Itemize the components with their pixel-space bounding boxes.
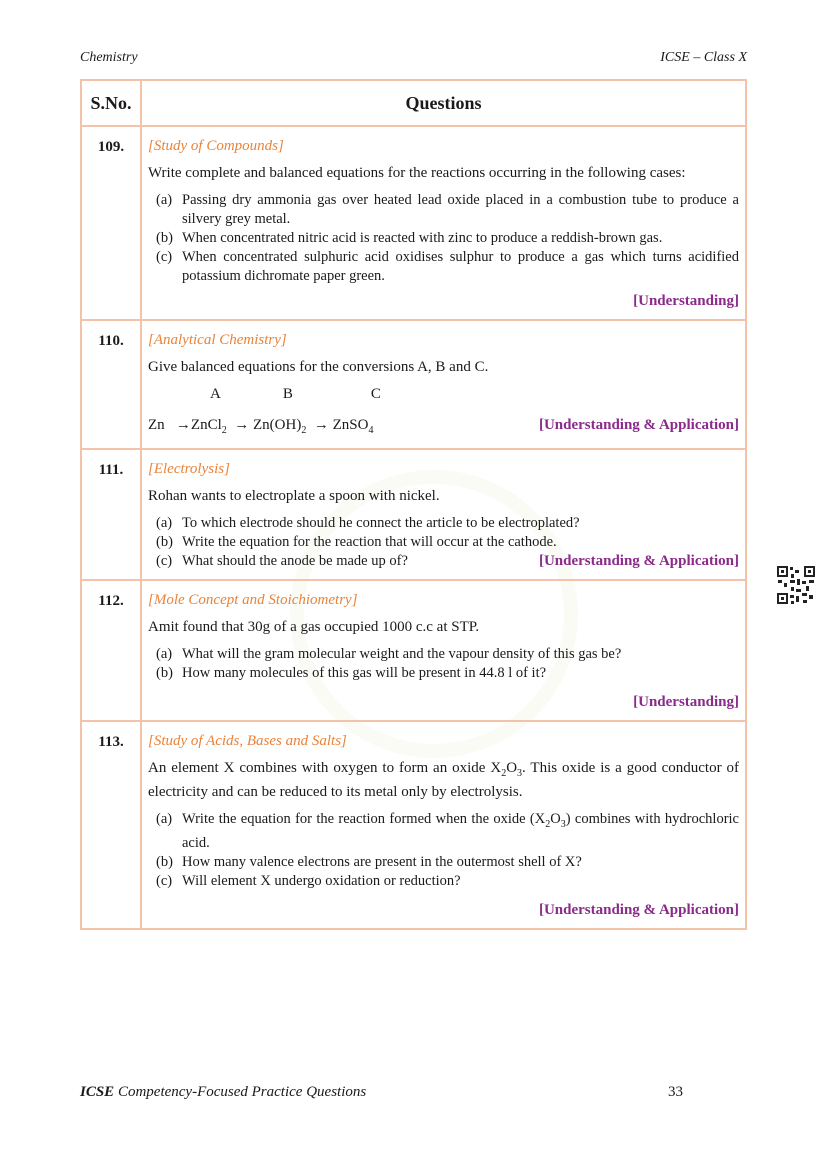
question-topic: [Study of Acids, Bases and Salts]	[148, 733, 347, 749]
subscript: 4	[368, 425, 374, 436]
conversion-labels	[148, 385, 739, 404]
header-subject: Chemistry	[80, 50, 138, 65]
list-item	[148, 645, 739, 664]
question-topic: [Electrolysis]	[148, 461, 230, 477]
item-text: How many valence electrons are present in the outermost shell of X?	[182, 853, 582, 870]
subscript: 2	[545, 818, 551, 830]
table-row	[81, 721, 746, 929]
subscript: 2	[501, 768, 507, 779]
question-intro: Amit found that 30g of a gas occupied 1000 c.c at STP.	[148, 619, 480, 635]
intro-text: An element X combines with oxygen to form an oxide X	[148, 760, 502, 776]
table-row	[81, 580, 746, 721]
question-intro: Write complete and balanced equations for the reactions occurring in the following cases:	[148, 165, 686, 181]
question-body	[141, 320, 746, 449]
competency-tag: [Understanding & Application]	[538, 553, 739, 569]
item-text: Write the equation for the reaction that will occur at the cathode.	[182, 534, 557, 550]
subquestion-list	[148, 645, 739, 683]
question-intro	[148, 759, 739, 802]
header-class: ICSE – Class X	[660, 50, 747, 65]
species-zncl2: ZnCl	[190, 417, 222, 433]
item-text-part: Write the equation for the reaction formed when the oxide (X	[182, 811, 546, 827]
species-znso4: ZnSO	[332, 417, 369, 433]
item-text: When concentrated nitric acid is reacted with zinc to produce a reddish-brown gas.	[182, 230, 663, 246]
label-a: A	[210, 386, 221, 402]
subscript: 2	[301, 425, 307, 436]
questions-table	[80, 79, 747, 930]
item-text-part: O	[550, 811, 561, 827]
footer-title	[80, 1084, 366, 1101]
item-text: Passing dry ammonia gas over heated lead oxide placed in a combustion tube to produce a silvery grey metal.	[182, 192, 739, 227]
item-label: (b)	[156, 534, 173, 550]
species-znoh2: Zn(OH)	[253, 417, 302, 433]
col-questions-header: Questions	[141, 80, 746, 126]
table-header-row	[81, 80, 746, 126]
list-item	[148, 872, 739, 891]
question-topic: [Mole Concept and Stoichiometry]	[148, 592, 358, 608]
question-number: 113.	[81, 721, 141, 929]
table-row	[81, 320, 746, 449]
question-topic: [Study of Compounds]	[148, 138, 284, 154]
competency-tag: [Understanding & Application]	[538, 901, 739, 918]
question-body	[141, 721, 746, 929]
competency-tag: [Understanding]	[633, 694, 739, 710]
item-label: (c)	[156, 249, 173, 265]
intro-text: O	[506, 760, 518, 776]
question-number: 111.	[81, 449, 141, 580]
item-label: (b)	[156, 853, 173, 870]
arrow-icon: →	[234, 417, 250, 433]
item-label: (c)	[156, 872, 173, 889]
question-number: 110.	[81, 320, 141, 449]
item-label: (b)	[156, 230, 173, 246]
list-item	[148, 552, 739, 571]
item-label: (a)	[156, 515, 173, 531]
item-label: (b)	[156, 665, 173, 681]
question-number: 109.	[81, 126, 141, 320]
list-item	[148, 229, 739, 248]
subscript: 3	[517, 768, 523, 779]
list-item	[148, 248, 739, 286]
footer-subtitle: Competency-Focused Practice Questions	[114, 1084, 367, 1100]
label-b: B	[282, 386, 293, 402]
conversion-equation	[148, 416, 739, 440]
item-text: How many molecules of this gas will be present in 44.8 l of it?	[182, 665, 547, 681]
item-label: (a)	[156, 192, 173, 208]
footer-brand: ICSE	[80, 1084, 115, 1100]
item-label: (a)	[156, 646, 173, 662]
subquestion-list	[148, 514, 739, 571]
table-row	[81, 449, 746, 580]
item-text: To which electrode should he connect the article to be electroplated?	[182, 515, 580, 531]
item-text: What will the gram molecular weight and the vapour density of this gas be?	[182, 646, 622, 662]
competency-tag: [Understanding & Application]	[538, 417, 739, 433]
intro-text: . This oxide is a good conductor of electricity and can be reduced to its metal only by electrolysis.	[148, 760, 739, 800]
question-body	[141, 580, 746, 721]
item-text: What should the anode be made up of?	[182, 553, 408, 569]
question-intro: Rohan wants to electroplate a spoon with nickel.	[148, 488, 440, 504]
subquestion-list	[148, 810, 739, 891]
label-c: C	[370, 386, 381, 402]
list-item	[148, 664, 739, 683]
item-label: (c)	[156, 553, 173, 569]
list-item	[148, 514, 739, 533]
item-text-row	[182, 552, 739, 571]
item-text	[182, 810, 739, 853]
question-body	[141, 449, 746, 580]
question-intro: Give balanced equations for the conversions A, B and C.	[148, 359, 489, 375]
col-sno-header: S.No.	[81, 80, 141, 126]
qr-code-icon[interactable]	[776, 565, 816, 605]
question-number: 112.	[81, 580, 141, 721]
arrow-icon: →	[175, 417, 191, 433]
item-text-part: ) combines with hydrochloric acid.	[182, 811, 739, 851]
item-label: (a)	[156, 811, 173, 827]
page-number: 33	[668, 1084, 683, 1100]
question-body	[141, 126, 746, 320]
arrow-icon: →	[313, 417, 329, 433]
list-item	[148, 810, 739, 853]
table-row	[81, 126, 746, 320]
list-item	[148, 191, 739, 229]
question-topic: [Analytical Chemistry]	[148, 332, 287, 348]
subscript: 2	[221, 425, 227, 436]
list-item	[148, 533, 739, 552]
list-item	[148, 853, 739, 872]
competency-tag: [Understanding]	[633, 293, 739, 309]
item-text: When concentrated sulphuric acid oxidises sulphur to produce a gas which turns acidified potassium dichromate paper green.	[182, 249, 739, 284]
species-zn: Zn	[148, 417, 165, 433]
item-text: Will element X undergo oxidation or reduction?	[182, 872, 461, 889]
subscript: 3	[560, 818, 566, 830]
subquestion-list	[148, 191, 739, 286]
equation-chain	[148, 416, 373, 440]
